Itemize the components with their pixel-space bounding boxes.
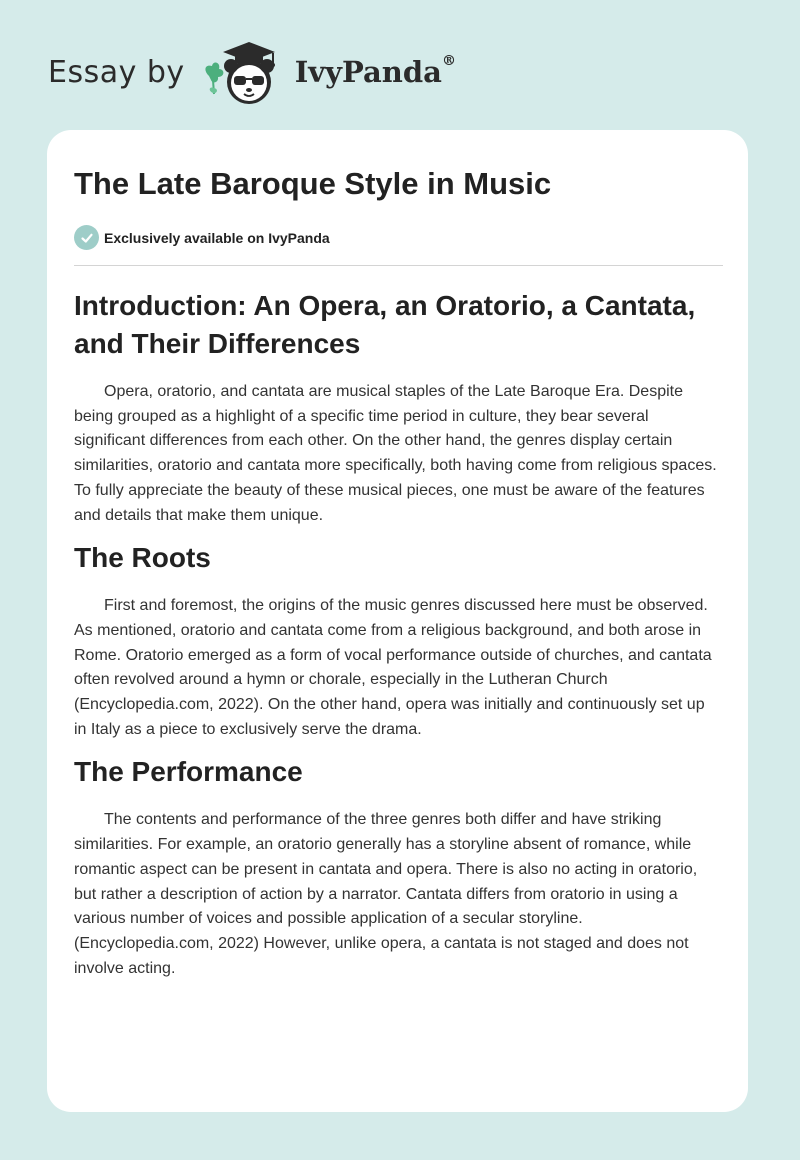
registered-mark: ® (441, 53, 456, 69)
essay-title: The Late Baroque Style in Music (74, 166, 552, 201)
brand-name (295, 55, 456, 89)
section-paragraph: First and foremost, the origins of the music genres discussed here must be observed. As mentioned, oratorio and cantata come from a religious background, and both arose in Rome. Oratorio emerged as a form of vocal performance outside of churches, and cantata often revolved around a hymn or chorale, especially in the Lutheran Church (Encyclopedia.com, 2022). On the other hand, opera was initially and continuously set up in Italy as a piece to exclusively serve the drama. (74, 597, 712, 738)
section-heading: The Performance (74, 756, 303, 788)
section-heading: The Roots (74, 542, 211, 574)
divider (74, 265, 723, 266)
brand-name-text: IvyPanda (294, 55, 442, 89)
essay-card (47, 130, 748, 1112)
brand-prefix: Essay by (48, 54, 185, 90)
section-paragraph: The contents and performance of the three genres both differ and have striking similarities. For example, an oratorio generally has a storyline absent of romance, while romantic aspect can be present in cantata and opera. There is also no acting in oratorio, but rather a description of action by a narrator. Cantata differs from oratorio in using a various number of voices and possible application of a secular storyline. (Encyclopedia.com, 2022) However, unlike opera, a cantata is not staged and does not involve acting. (74, 811, 698, 977)
brand-header[interactable] (48, 36, 456, 108)
section-introduction (74, 287, 721, 528)
check-icon (74, 225, 99, 250)
section-roots (74, 539, 721, 742)
section-performance (74, 753, 721, 981)
exclusive-badge (74, 225, 721, 250)
section-heading: Introduction: An Opera, an Oratorio, a Cantata, and Their Differences (74, 290, 696, 359)
section-paragraph: Opera, oratorio, and cantata are musical staples of the Late Baroque Era. Despite being grouped as a highlight of a specific time period in culture, they bear several significant differences from each other. On the other hand, the genres display certain similarities, oratorio and cantata more specifically, both having come from religious spaces. To fully appreciate the beauty of these musical pieces, one must be aware of the features and details that make them unique. (74, 383, 717, 524)
exclusive-text: Exclusively available on IvyPanda (104, 229, 330, 246)
panda-graduate-icon (199, 36, 291, 108)
